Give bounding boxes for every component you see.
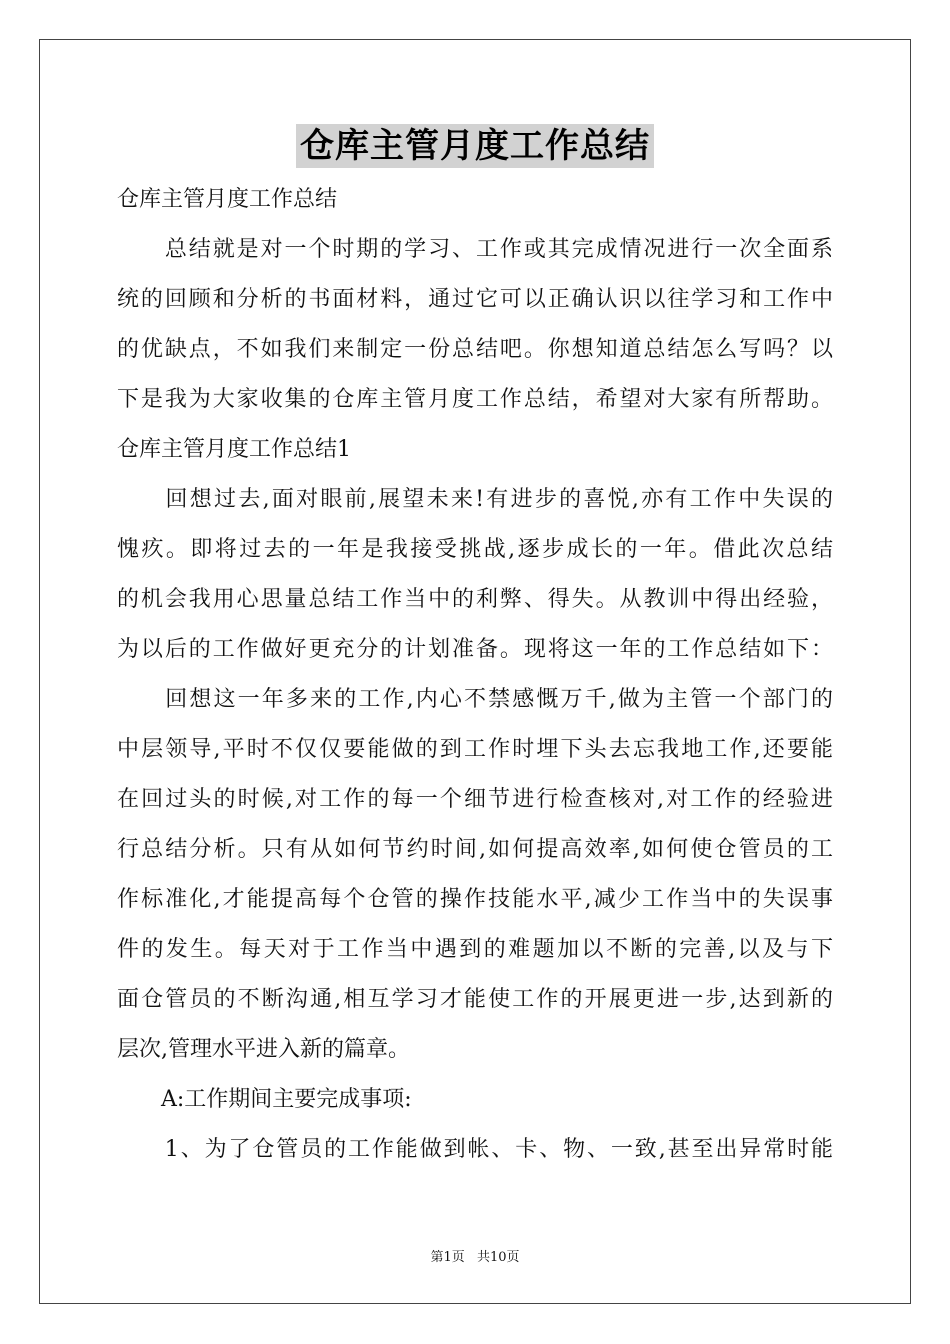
section-heading: 仓库主管月度工作总结1 <box>117 437 351 462</box>
text-line: 愧疚。即将过去的一年是我接受挑战,逐步成长的一年。借此次总结 <box>117 537 833 562</box>
text-line: 回想过去,面对眼前,展望未来!有进步的喜悦,亦有工作中失误的 <box>117 487 833 512</box>
text-line: 层次,管理水平进入新的篇章。 <box>117 1037 410 1062</box>
page-total: 共10页 <box>476 1250 520 1265</box>
text-line: 总结就是对一个时期的学习、工作或其完成情况进行一次全面系 <box>117 237 833 262</box>
subtitle-line: 仓库主管月度工作总结 <box>117 187 338 212</box>
text-line: 件的发生。每天对于工作当中遇到的难题加以不断的完善,以及与下 <box>117 937 833 962</box>
document-title: 仓库主管月度工作总结 <box>296 124 654 168</box>
text-line: 作标准化,才能提高每个仓管的操作技能水平,减少工作当中的失误事 <box>117 887 833 912</box>
text-line: 为以后的工作做好更充分的计划准备。现将这一年的工作总结如下： <box>117 637 833 662</box>
text-line: 1、为了仓管员的工作能做到帐、卡、物、一致,甚至出异常时能 <box>117 1137 833 1162</box>
text-line: 回想这一年多来的工作,内心不禁感慨万千,做为主管一个部门的 <box>117 687 833 712</box>
text-line: 面仓管员的不断沟通,相互学习才能使工作的开展更进一步,达到新的 <box>117 987 833 1012</box>
list-heading: A:工作期间主要完成事项: <box>117 1087 412 1112</box>
page-number: 第1页 <box>430 1250 465 1265</box>
text-line: 在回过头的时候,对工作的每一个细节进行检查核对,对工作的经验进 <box>117 787 833 812</box>
text-line: 的机会我用心思量总结工作当中的利弊、得失。从教训中得出经验， <box>117 587 833 612</box>
text-line: 下是我为大家收集的仓库主管月度工作总结，希望对大家有所帮助。 <box>117 387 833 412</box>
page-footer <box>0 1246 950 1265</box>
text-line: 统的回顾和分析的书面材料，通过它可以正确认识以往学习和工作中 <box>117 287 833 312</box>
text-line: 的优缺点，不如我们来制定一份总结吧。你想知道总结怎么写吗？以 <box>117 337 833 362</box>
text-line: 行总结分析。只有从如何节约时间,如何提高效率,如何使仓管员的工 <box>117 837 833 862</box>
text-line: 中层领导,平时不仅仅要能做的到工作时埋下头去忘我地工作,还要能 <box>117 737 833 762</box>
page-border <box>39 39 911 1304</box>
title-container <box>0 124 950 168</box>
